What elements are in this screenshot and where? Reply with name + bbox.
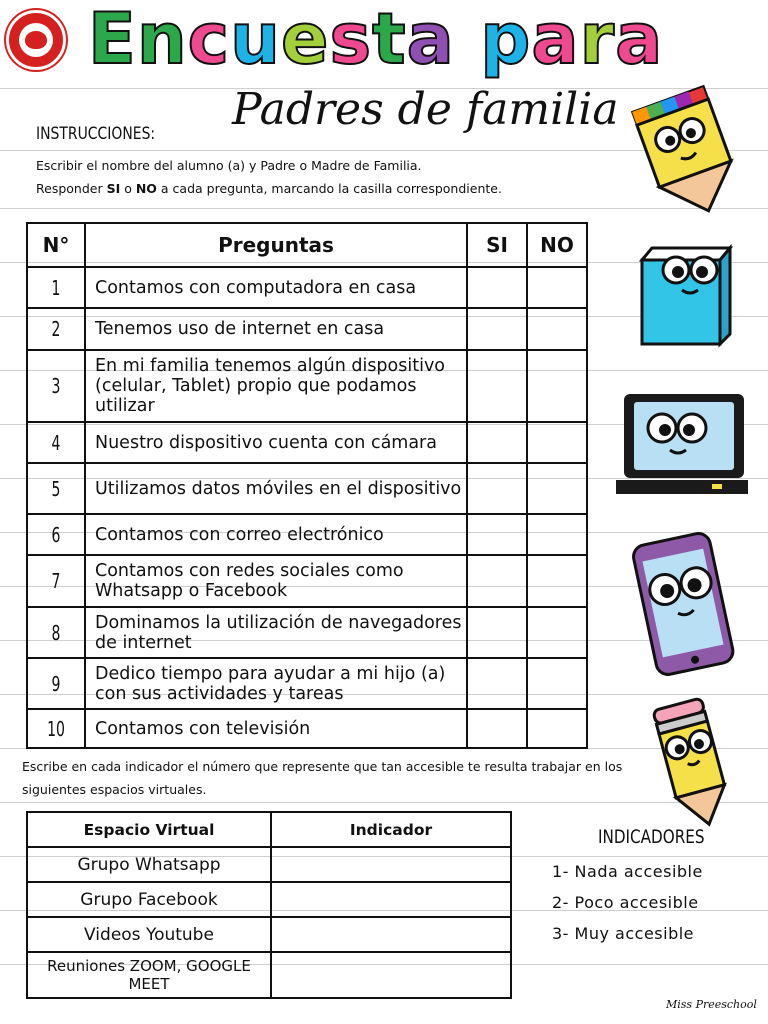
pencil-small-character-icon (644, 694, 744, 834)
question-text: Contamos con computadora en casa (85, 267, 467, 308)
title-letter: a (615, 0, 664, 80)
checkbox-si[interactable] (467, 463, 527, 514)
virtual-header-row (27, 812, 511, 847)
checkbox-no[interactable] (527, 658, 587, 709)
title-letter: p (480, 0, 532, 80)
indicator-item: 3- Muy accesible (552, 924, 695, 943)
checkbox-no[interactable] (527, 514, 587, 555)
apple-icon (25, 31, 47, 49)
indicator-cell[interactable] (271, 882, 511, 917)
instructions-line-2 (36, 181, 502, 196)
table-row (27, 308, 587, 350)
instructions-line-2-post: a cada pregunta, marcando la casilla correspondiente. (156, 181, 502, 196)
table-row (27, 267, 587, 308)
questions-table (26, 222, 588, 749)
table-row (27, 463, 587, 514)
title-letter (455, 0, 480, 80)
question-text: Contamos con correo electrónico (85, 514, 467, 555)
checkbox-no[interactable] (527, 463, 587, 514)
pencil-character-icon (626, 78, 756, 218)
indicator-cell[interactable] (271, 952, 511, 998)
title-letter: E (88, 0, 137, 80)
table-row (27, 422, 587, 463)
title-letter: a (531, 0, 580, 80)
title-letter: n (136, 0, 188, 80)
book-character-icon (628, 228, 750, 348)
checkbox-si[interactable] (467, 267, 527, 308)
checkbox-no[interactable] (527, 422, 587, 463)
title-letter: e (281, 0, 330, 80)
question-text: Contamos con televisión (85, 709, 467, 748)
row-number: 9 (36, 658, 77, 709)
instructions-line-1: Escribir el nombre del alumno (a) y Padre o Madre de Familia. (36, 158, 422, 173)
col-header-virtual-space: Espacio Virtual (27, 812, 271, 847)
checkbox-si[interactable] (467, 422, 527, 463)
page-title (88, 0, 688, 78)
col-header-number: N° (27, 223, 85, 267)
indicator-cell[interactable] (271, 847, 511, 882)
checkbox-si[interactable] (467, 607, 527, 658)
checkbox-si[interactable] (467, 709, 527, 748)
phone-character-icon (620, 528, 746, 678)
virtual-space-name: Videos Youtube (27, 917, 271, 952)
checkbox-si[interactable] (467, 514, 527, 555)
questions-header-row (27, 223, 587, 267)
indicator-item: 1- Nada accesible (552, 862, 703, 881)
table-row (27, 350, 587, 422)
title-letter: a (406, 0, 455, 80)
indicators-heading: INDICADORES (598, 826, 705, 848)
table-row (27, 952, 511, 998)
row-number: 1 (36, 267, 77, 308)
title-letter: r (579, 0, 616, 80)
checkbox-no[interactable] (527, 607, 587, 658)
checkbox-si[interactable] (467, 555, 527, 607)
question-text: Tenemos uso de internet en casa (85, 308, 467, 350)
page-subtitle: Padres de familia (232, 84, 619, 135)
checkbox-no[interactable] (527, 555, 587, 607)
checkbox-no[interactable] (527, 709, 587, 748)
table-row (27, 882, 511, 917)
question-text: Dedico tiempo para ayudar a mi hijo (a) con sus actividades y tareas (85, 658, 467, 709)
table-row (27, 658, 587, 709)
laptop-character-icon (612, 388, 752, 508)
indicator-cell[interactable] (271, 917, 511, 952)
instructions-line-2-pre: Responder (36, 181, 107, 196)
row-number: 4 (36, 422, 77, 463)
row-number: 7 (36, 555, 77, 607)
row-number: 10 (36, 709, 77, 748)
virtual-space-name: Reuniones ZOOM, GOOGLE MEET (27, 952, 271, 998)
checkbox-no[interactable] (527, 350, 587, 422)
virtual-space-name: Grupo Facebook (27, 882, 271, 917)
row-number: 8 (36, 607, 77, 658)
instructions-line-2-mid: o (120, 181, 136, 196)
title-letter: c (187, 0, 231, 80)
indicator-item: 2- Poco accesible (552, 893, 699, 912)
table-row (27, 917, 511, 952)
table-row (27, 709, 587, 748)
instructions-si: SI (106, 181, 121, 196)
signature: Miss Preeschool (666, 998, 757, 1011)
title-letter: u (230, 0, 282, 80)
col-header-no: NO (527, 223, 587, 267)
question-text: Utilizamos datos móviles en el dispositivo (85, 463, 467, 514)
virtual-instructions-line-2: siguientes espacios virtuales. (22, 782, 207, 797)
checkbox-si[interactable] (467, 658, 527, 709)
checkbox-no[interactable] (527, 267, 587, 308)
col-header-indicator: Indicador (271, 812, 511, 847)
checkbox-si[interactable] (467, 350, 527, 422)
instructions-heading: INSTRUCCIONES: (36, 124, 156, 144)
virtual-spaces-table (26, 811, 512, 999)
table-row (27, 514, 587, 555)
virtual-space-name: Grupo Whatsapp (27, 847, 271, 882)
virtual-instructions-line-1: Escribe en cada indicador el número que represente que tan accesible te resulta trabajar en los (22, 759, 623, 774)
row-number: 6 (36, 514, 77, 555)
title-letter: s (329, 0, 373, 80)
title-letter: t (372, 0, 407, 80)
row-number: 2 (36, 308, 77, 350)
table-row (27, 607, 587, 658)
checkbox-si[interactable] (467, 308, 527, 350)
col-header-questions: Preguntas (85, 223, 467, 267)
row-number: 5 (36, 463, 77, 514)
question-text: Contamos con redes sociales como Whatsapp o Facebook (85, 555, 467, 607)
col-header-si: SI (467, 223, 527, 267)
table-row (27, 847, 511, 882)
checkbox-no[interactable] (527, 308, 587, 350)
table-row (27, 555, 587, 607)
logo (6, 10, 66, 70)
question-text: Dominamos la utilización de navegadores de internet (85, 607, 467, 658)
instructions-no: NO (135, 181, 157, 196)
row-number: 3 (36, 350, 77, 422)
question-text: Nuestro dispositivo cuenta con cámara (85, 422, 467, 463)
question-text: En mi familia tenemos algún dispositivo (celular, Tablet) propio que podamos utilizar (85, 350, 467, 422)
